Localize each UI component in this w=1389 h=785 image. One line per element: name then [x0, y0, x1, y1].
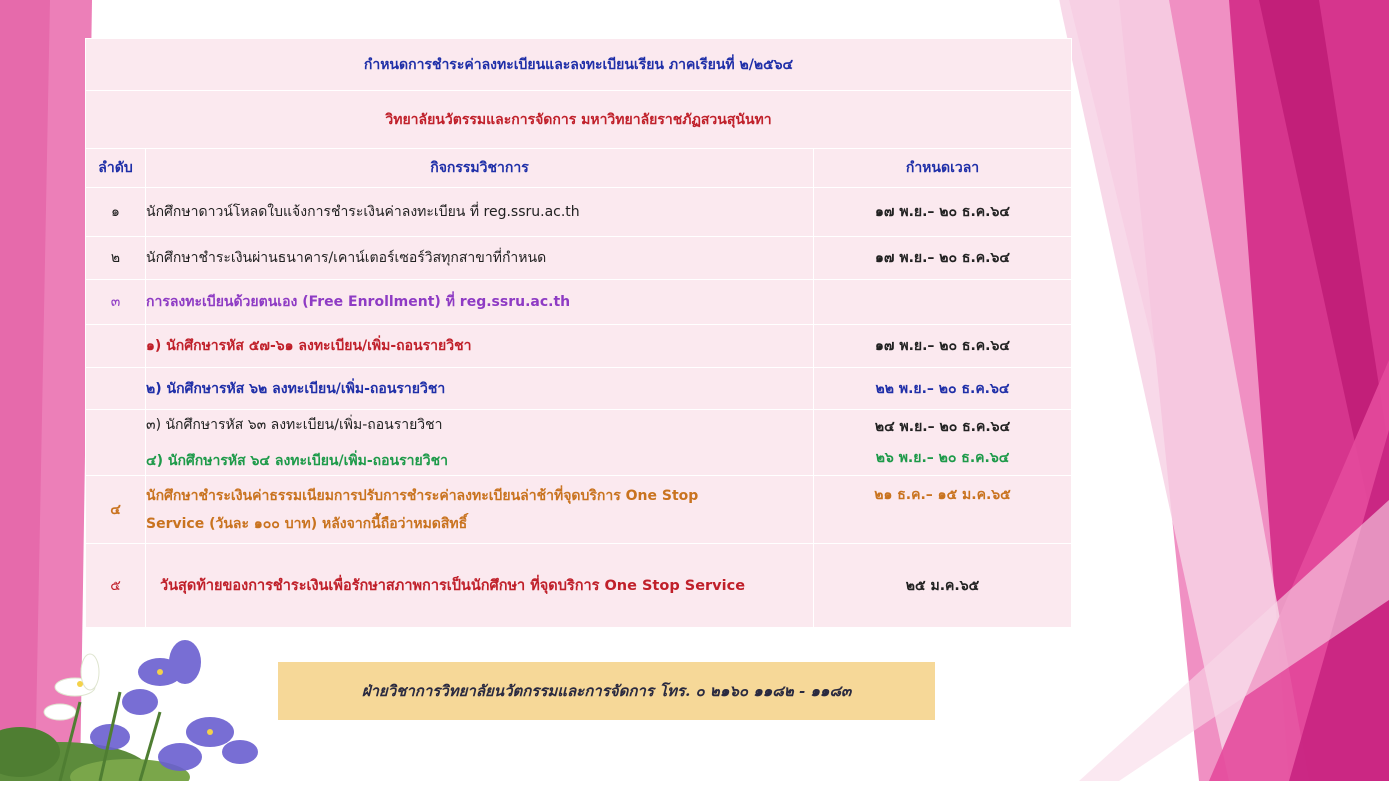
right-decor-shapes [1059, 0, 1389, 781]
row-index: ๔ [86, 476, 146, 544]
row-index: ๑ [86, 188, 146, 237]
row-activity-second: ๔) นักศึกษารหัส ๖๔ ลงทะเบียน/เพิ่ม-ถอนรายวิชา [146, 452, 448, 469]
row-activity-cont: Service (วันละ ๑๐๐ บาท) หลังจากนี้ถือว่าหมดสิทธิ์ [146, 515, 468, 532]
row-activity: วันสุดท้ายของการชำระเงินเพื่อรักษาสภาพการเป็นนักศึกษา ที่จุดบริการ One Stop Service [146, 544, 814, 628]
row-activity: นักศึกษาชำระเงินค่าธรรมเนียมการปรับการชำระค่าลงทะเบียนล่าช้าที่จุดบริการ One Stop [146, 487, 699, 504]
contact-footer: ฝ่ายวิชาการวิทยาลัยนวัตกรรมและการจัดการ โทร. ๐ ๒๑๖๐ ๑๑๘๒ - ๑๑๘๓ [278, 662, 935, 720]
table-row [86, 544, 1072, 628]
row-date: ๒๒ พ.ย.– ๒๐ ธ.ค.๖๔ [814, 368, 1072, 410]
row-index [86, 410, 146, 476]
row-index: ๓ [86, 280, 146, 325]
table-row [86, 368, 1072, 410]
header-activity: กิจกรรมวิชาการ [146, 149, 814, 188]
row-index: ๒ [86, 237, 146, 280]
row-activity: นักศึกษาดาวน์โหลดใบแจ้งการชำระเงินค่าลงทะเบียน ที่ reg.ssru.ac.th [146, 188, 814, 237]
row-index: ๕ [86, 544, 146, 628]
flower-illustration [0, 632, 300, 781]
table-row [86, 237, 1072, 280]
header-date: กำหนดเวลา [814, 149, 1072, 188]
row-activity: ๓) นักศึกษารหัส ๖๓ ลงทะเบียน/เพิ่ม-ถอนรายวิชา [146, 416, 443, 433]
row-index [86, 368, 146, 410]
row-date: ๑๗ พ.ย.– ๒๐ ธ.ค.๖๔ [814, 188, 1072, 237]
table-row [86, 188, 1072, 237]
header-index: ลำดับ [86, 149, 146, 188]
row-date: ๒๕ ม.ค.๖๕ [814, 544, 1072, 628]
table-row [86, 410, 1072, 476]
schedule-table [85, 38, 1072, 628]
row-activity: ๑) นักศึกษารหัส ๕๗-๖๑ ลงทะเบียน/เพิ่ม-ถอนรายวิชา [146, 325, 814, 368]
table-row [86, 325, 1072, 368]
row-date: ๑๗ พ.ย.– ๒๐ ธ.ค.๖๔ [814, 325, 1072, 368]
row-date: ๒๑ ธ.ค.– ๑๕ ม.ค.๖๕ [814, 476, 1072, 544]
row-activity: นักศึกษาชำระเงินผ่านธนาคาร/เคาน์เตอร์เซอร์วิสทุกสาขาที่กำหนด [146, 237, 814, 280]
college-subtitle: วิทยาลัยนวัตรรมและการจัดการ มหาวิทยาลัยราชภัฏสวนสุนันทา [86, 91, 1072, 149]
row-date: ๑๗ พ.ย.– ๒๐ ธ.ค.๖๔ [814, 237, 1072, 280]
row-index [86, 325, 146, 368]
row-date-second: ๒๖ พ.ย.– ๒๐ ธ.ค.๖๔ [875, 450, 1010, 466]
row-activity: การลงทะเบียนด้วยตนเอง (Free Enrollment) ที่ reg.ssru.ac.th [146, 280, 814, 325]
schedule-title: กำหนดการชำระค่าลงทะเบียนและลงทะเบียนเรียน ภาคเรียนที่ ๒/๒๕๖๔ [86, 39, 1072, 91]
row-date: ๒๔ พ.ย.– ๒๐ ธ.ค.๖๔ [874, 419, 1011, 435]
row-activity: ๒) นักศึกษารหัส ๖๒ ลงทะเบียน/เพิ่ม-ถอนรายวิชา [146, 368, 814, 410]
table-row [86, 476, 1072, 544]
row-date [814, 280, 1072, 325]
table-row [86, 280, 1072, 325]
